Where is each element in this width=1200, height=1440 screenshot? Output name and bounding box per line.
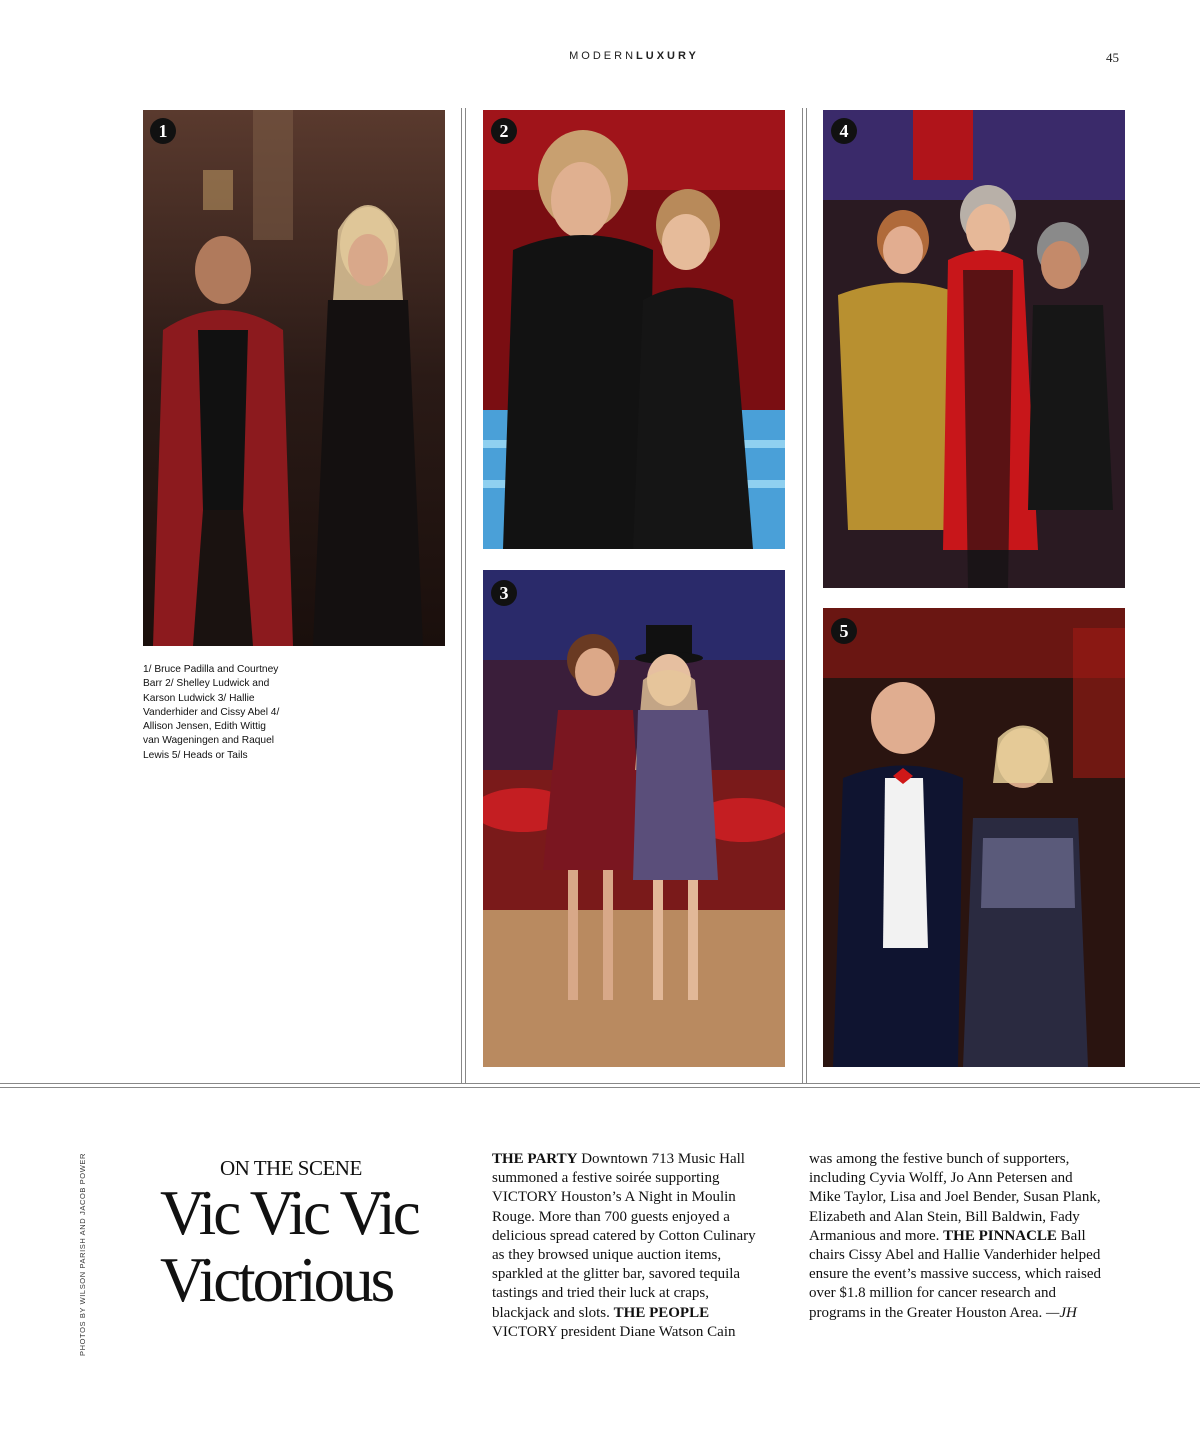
photo-1-image — [143, 110, 445, 646]
photo-4 — [823, 110, 1125, 588]
lead-the-people: THE PEOPLE — [613, 1304, 710, 1321]
photo-1 — [143, 110, 445, 646]
photo-5-number: 5 — [831, 618, 857, 644]
photo-1-number: 1 — [150, 118, 176, 144]
photo-2-number: 2 — [491, 118, 517, 144]
section-rule-b — [0, 1087, 1200, 1088]
column-rule-right-a — [802, 108, 803, 1084]
photo-2-image — [483, 110, 785, 549]
article-title: Vic Vic Vic Victorious — [160, 1178, 418, 1315]
article-column-1 — [492, 1150, 770, 1342]
lead-the-party: THE PARTY — [492, 1151, 578, 1167]
photo-4-number: 4 — [831, 118, 857, 144]
photo-5-image — [823, 608, 1125, 1067]
article-column-2 — [809, 1150, 1107, 1323]
masthead-light: MODERN — [569, 50, 637, 62]
column-rule-left-a — [461, 108, 462, 1084]
photo-caption: 1/ Bruce Padilla and Courtney Barr 2/ Shelley Ludwick and Karson Ludwick 3/ Hallie Vanderhider and Cissy Abel 4/ Allison Jensen, Edith Wittig van Wageningen and Raquel Lewis 5/ Heads or Tails — [143, 664, 280, 761]
photo-credit: PHOTOS BY WILSON PARISH AND JACOB POWER — [78, 1152, 87, 1356]
masthead — [0, 50, 1200, 62]
photo-4-image — [823, 110, 1125, 588]
author-signoff: —JH — [1046, 1304, 1077, 1321]
column-2-text-b: Ball chairs Cissy Abel and Hallie Vanderhider helped ensure the event’s massive success, which raised over $1.8 million for cancer research and programs in the Greater Houston Area. — [809, 1227, 1101, 1321]
column-1-text-a: Downtown 713 Music Hall summoned a festive soirée supporting VICTORY Houston’s A Night in Moulin Rouge. More than 700 guests enjoyed a delicious spread catered by Cotton Culinary as they browsed unique auction items, sparkled at the glitter bar, savored tequila tastings and tried their luck at craps, blackjack and slots. — [492, 1151, 756, 1321]
masthead-bold: LUXURY — [636, 50, 699, 62]
photo-3-number: 3 — [491, 580, 517, 606]
column-2-text-a: was among the festive bunch of supporters, including Cyvia Wolff, Jo Ann Petersen and Mike Taylor, Lisa and Joel Bender, Susan Plank, Elizabeth and Alan Stein, Bill Baldwin, Fady Armanious and more. — [809, 1151, 1101, 1244]
column-rule-left-b — [465, 108, 466, 1084]
section-kicker: ON THE SCENE — [220, 1156, 362, 1180]
photo-5 — [823, 608, 1125, 1067]
lead-the-pinnacle: THE PINNACLE — [943, 1227, 1057, 1244]
photo-3 — [483, 570, 785, 1067]
photo-2 — [483, 110, 785, 549]
column-rule-right-b — [806, 108, 807, 1084]
photo-3-image — [483, 570, 785, 1067]
section-rule-a — [0, 1083, 1200, 1084]
column-1-text-b: VICTORY president Diane Watson Cain — [492, 1323, 736, 1340]
page-number: 45 — [1106, 50, 1119, 65]
